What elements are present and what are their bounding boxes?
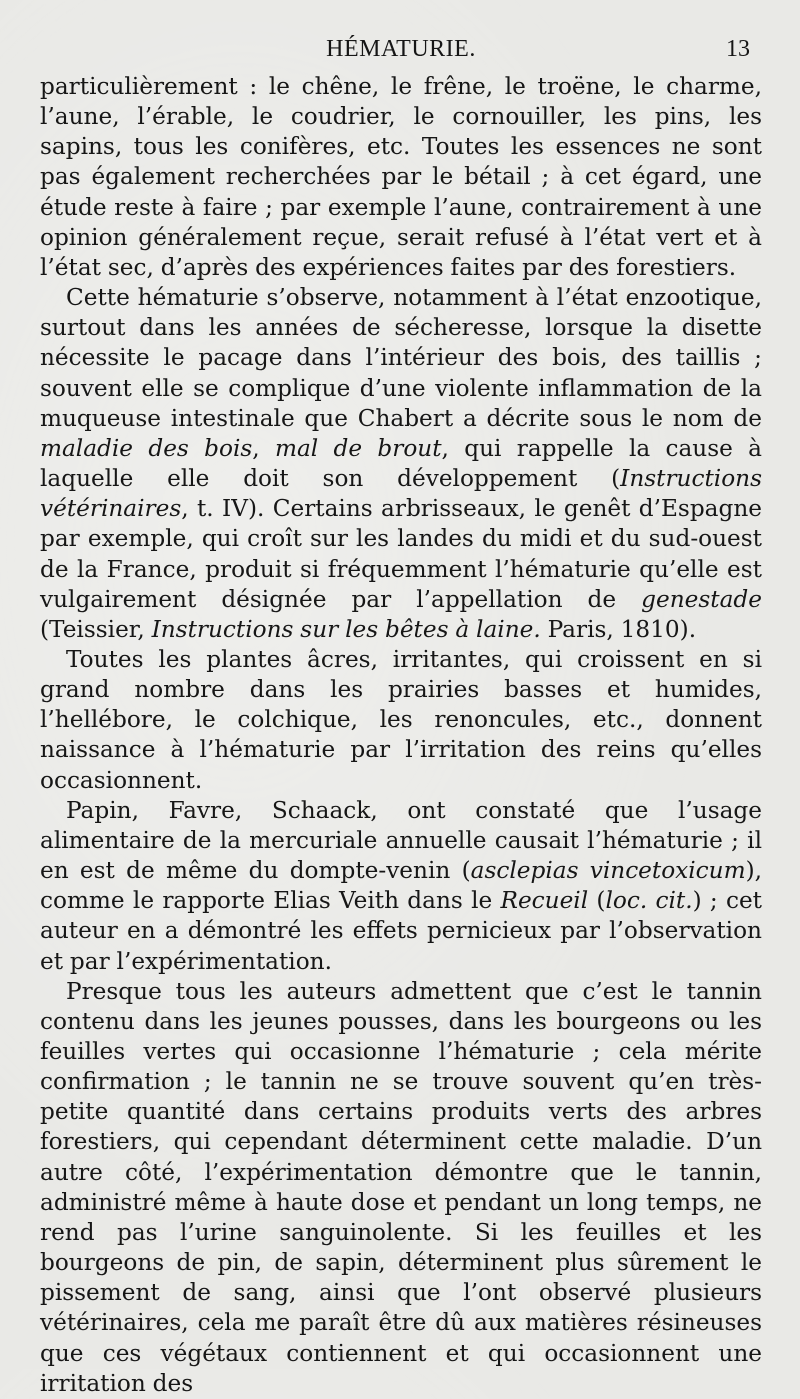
running-head [40,36,762,70]
paragraph [40,977,762,1399]
italic-text: mal de brout [274,434,442,462]
italic-text: genestade [641,585,762,613]
page-number: 13 [726,36,750,62]
paragraph [40,645,762,796]
paragraph [40,72,762,283]
text-run: ( [588,887,606,915]
text-run: Cette hématurie s’observe, notamment à l’état enzootique, surtout dans les années de sécheresse, lorsque la disette nécessite le pacage dans l’intérieur des bois, des taillis ; souvent elle se complique d’une violente inflammation de la muqueuse intestinale que Chabert a décrite sous le nom de [40,284,762,432]
paragraph [40,796,762,977]
text-run: Presque tous les auteurs admettent que c’est le tannin contenu dans les jeunes pousses, dans les bourgeons ou les feuilles vertes qui occasionne l’hématurie ; cela mérite confirmation ; le tannin ne se trouve souvent qu’en très-petite quantité dans certains produits verts des arbres forestiers, qui cependant déterminent cette maladie. D’un autre côté, l’expérimentation démontre que le tannin, administré même à haute dose et pendant un long temps, ne rend pas l’urine sanguinolente. Si les feuilles et les bourgeons de pin, de sapin, déterminent plus sûrement le pissement de sang, ainsi que l’ont observé plusieurs vétérinaires, cela me paraît être dû aux matières résineuses que ces végétaux contiennent et qui occasionnent une irritation des [40,977,762,1397]
text-run: particulièrement : le chêne, le frêne, le troëne, le charme, l’aune, l’érable, le coudrier, le cornouiller, les pins, les sapins, tous les conifères, etc. Toutes les essences ne sont pas également recherchées par le bétail ; à cet égard, une étude reste à faire ; par exemple l’aune, contrairement à une opinion généralement reçue, serait refusé à l’état vert et à l’état sec, d’après des expériences faites par des forestiers. [40,73,762,281]
text-run: , [252,434,275,462]
paragraph [40,283,762,645]
text-run: Paris, 1810). [540,615,697,643]
text-run: (Teissier, [40,615,152,643]
body-text [40,72,762,1399]
italic-text: Instructions vétérinaires [40,465,762,523]
italic-text: asclepias vincetoxicum [470,857,746,885]
text-run: Papin, Favre, Schaack, ont constaté que l’usage alimentaire de la mercuriale annuelle causait l’hématurie ; il en est de même du dompte-venin ( [40,796,762,885]
text-run: , qui rappelle la cause à laquelle elle doit son développement ( [40,434,763,493]
text-run: Toutes les plantes âcres, irritantes, qui croissent en si grand nombre dans les prairies basses et humides, l’hellébore, le colchique, les renoncules, etc., donnent naissance à l’hématurie par l’irritation des reins qu’elles occasionnent. [40,645,762,794]
text-run: , t. IV). Certains arbrisseaux, le genêt d’Espagne par exemple, qui croît sur les landes du midi et du sud-ouest de la France, produit si fréquemment l’hématurie qu’elle est vulgairement désignée par l’appellation de [40,495,762,613]
text-run: ), comme le rapporte Elias Veith dans le [40,857,762,915]
italic-text: maladie des bois [40,434,253,462]
italic-text: Recueil [500,887,589,915]
text-run: ) ; cet auteur en a démontré les effets pernicieux par l’observation et par l’expérimentation. [40,887,762,975]
running-title: HÉMATURIE. [326,36,476,62]
italic-text: Instructions sur les bêtes à laine. [151,615,541,643]
italic-text: loc. cit. [605,887,693,915]
